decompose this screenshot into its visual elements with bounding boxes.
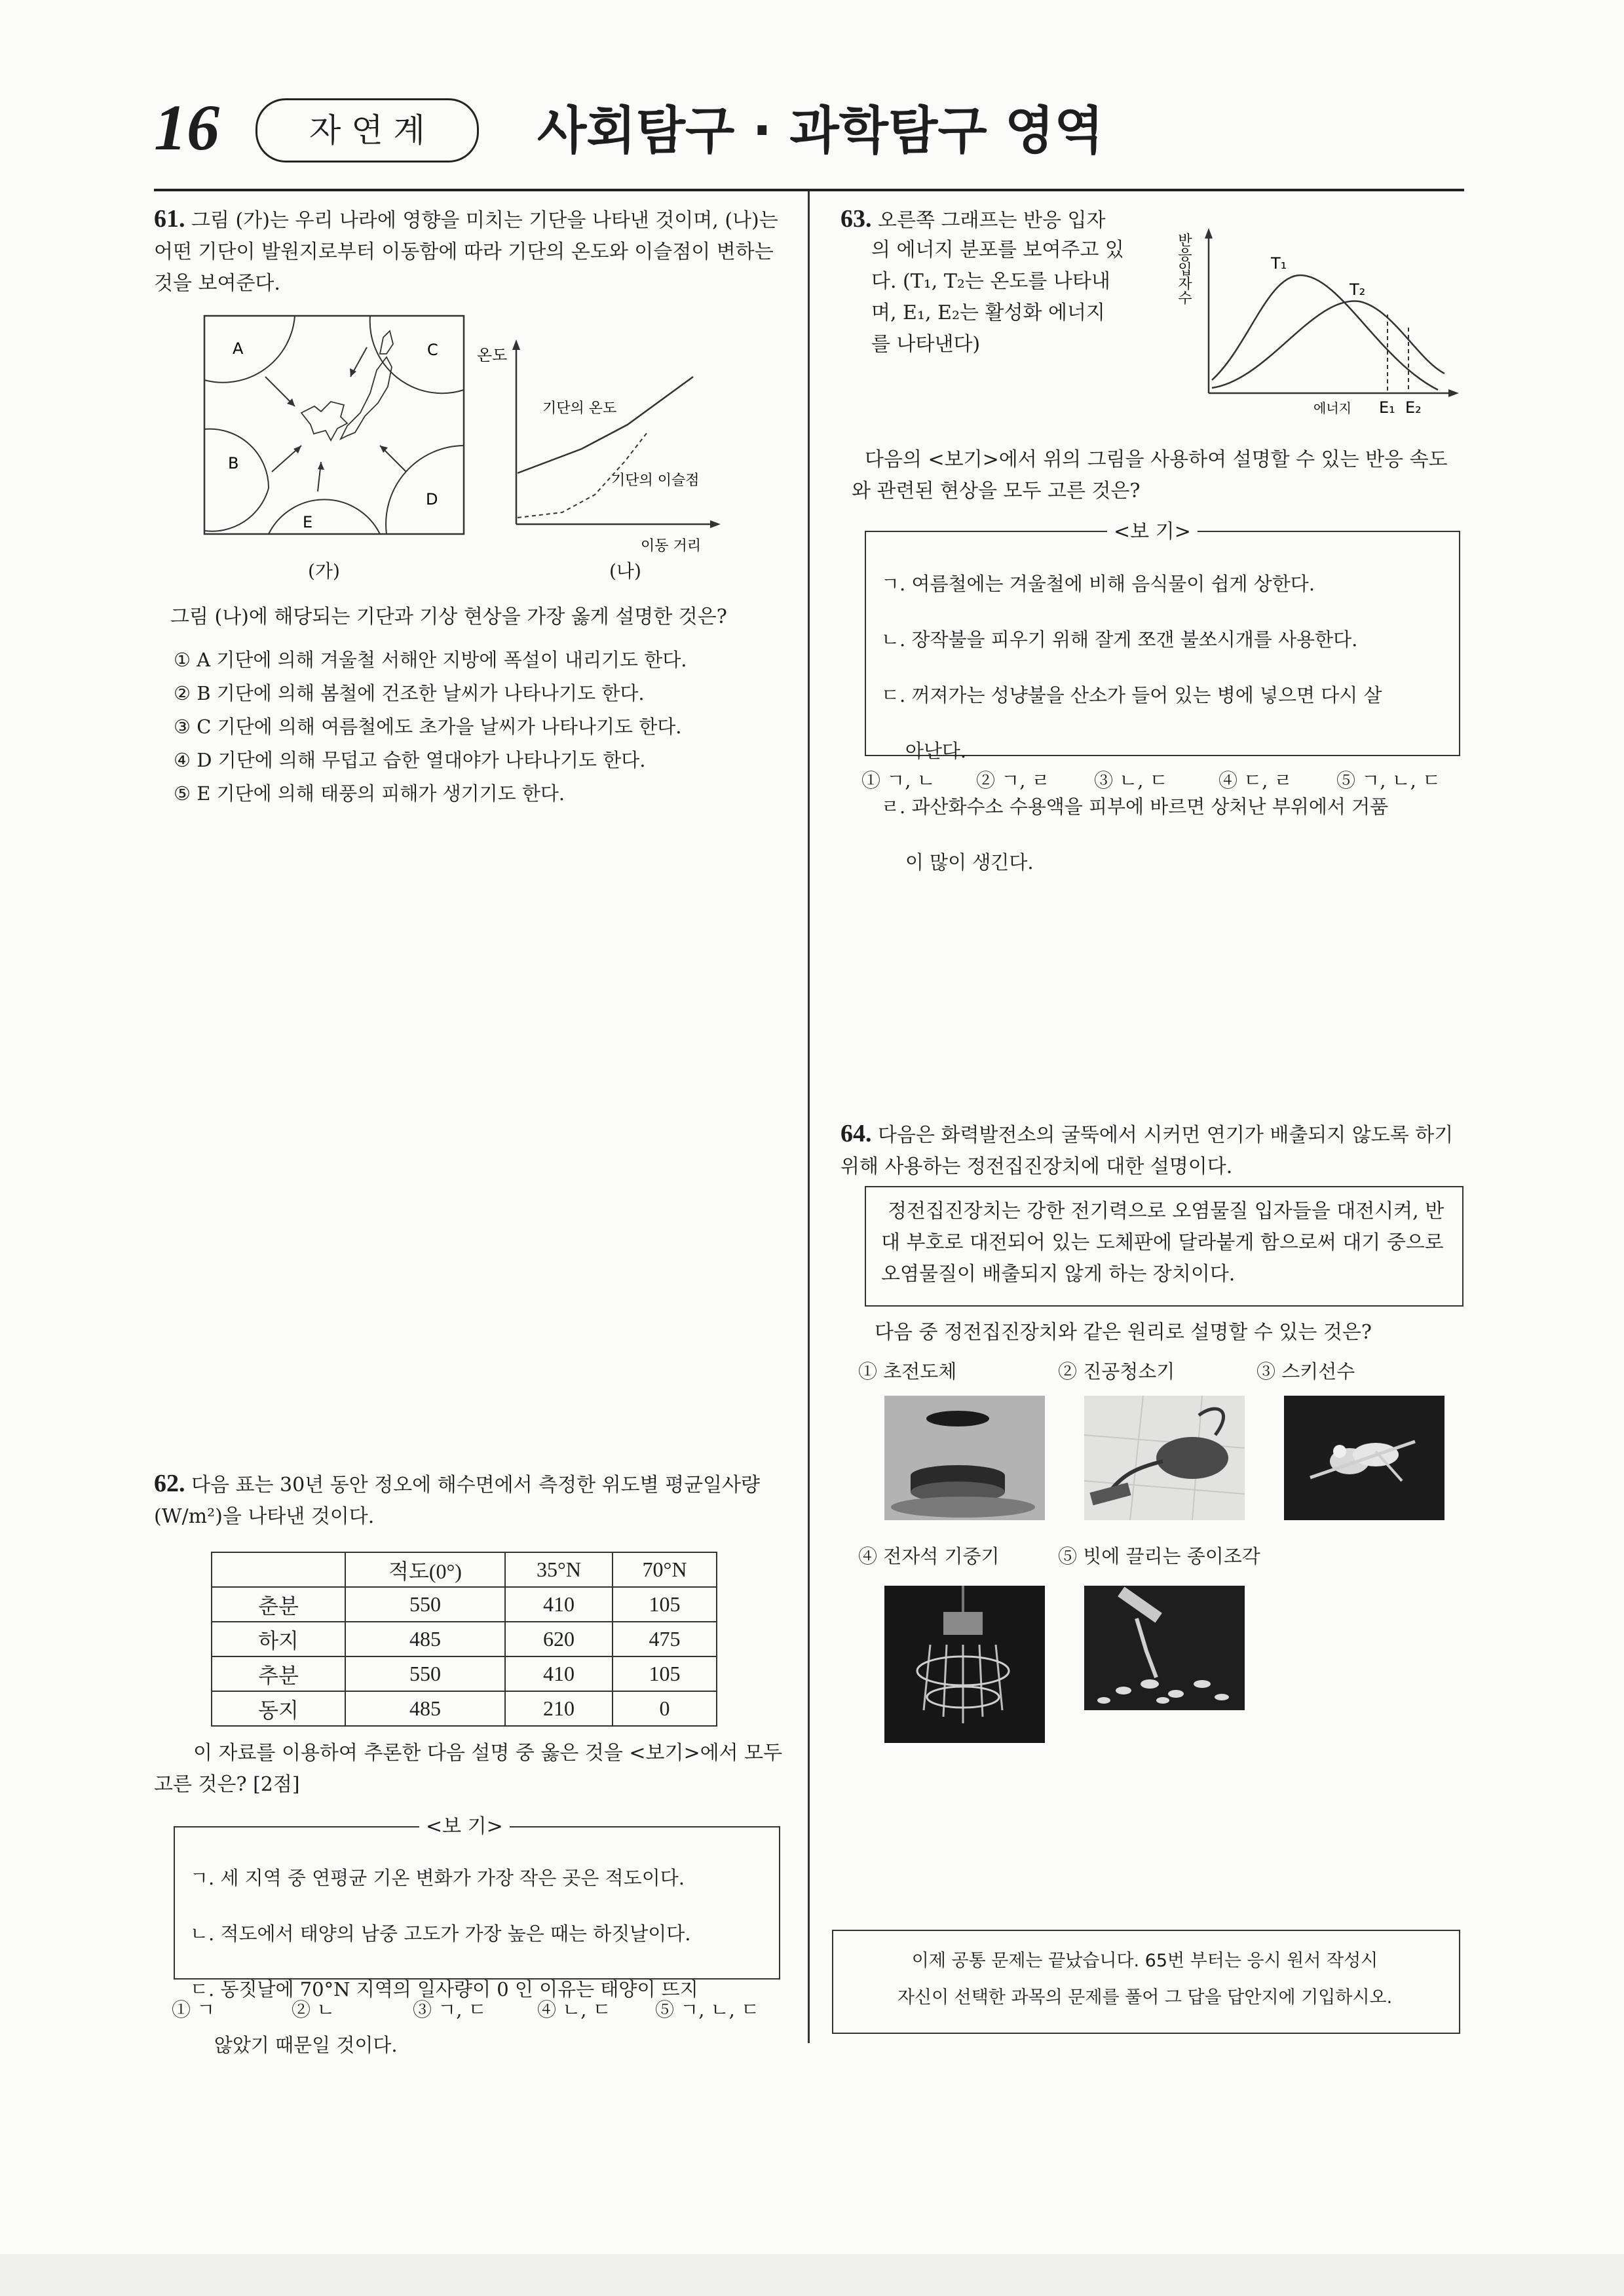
table-cell: 620 (505, 1622, 613, 1656)
q61-choice-1[interactable]: ① A 기단에 의해 겨울철 서해안 지방에 폭설이 내리기도 한다. (174, 649, 687, 671)
q63-block (840, 203, 1181, 237)
q61-choice-5[interactable]: ⑤ E 기단에 의해 태풍의 피해가 생기기도 한다. (174, 782, 565, 805)
q63-bogi-item: ㄴ. 장작불을 피우기 위해 잘게 쪼갠 불쏘시개를 사용한다. (881, 628, 1358, 651)
page-number: 16 (154, 91, 219, 164)
column-divider (808, 191, 810, 2043)
q62-choice-2[interactable]: ② ㄴ (292, 1999, 335, 2021)
q63-bogi-item: ㄱ. 여름철에는 겨울철에 비해 음식물이 쉽게 상한다. (881, 573, 1315, 595)
table-cell: 475 (613, 1622, 717, 1656)
table-cell-season: 동지 (212, 1691, 345, 1726)
q64-choice-2[interactable]: ② 진공청소기 (1058, 1360, 1175, 1383)
category-badge (255, 98, 479, 163)
table-cell: 410 (505, 1587, 613, 1622)
table-header-cell: 적도(0°) (345, 1552, 505, 1587)
table-cell: 105 (613, 1587, 717, 1622)
map-label-a: A (233, 339, 244, 358)
table-cell: 210 (505, 1691, 613, 1726)
q62-block (154, 1468, 783, 1533)
table-header-cell: 35°N (505, 1552, 613, 1587)
notice-line: 이제 공통 문제는 끝났습니다. 65번 부터는 응시 원서 작성시 (911, 1951, 1378, 1971)
q63-stem-line: 의 에너지 분포를 보여주고 있 (871, 239, 1124, 261)
q64-choice-5[interactable]: ⑤ 빗에 끌리는 종이조각 (1058, 1545, 1260, 1567)
q62-bogi-item: 않았기 때문일 것이다. (190, 2034, 398, 2056)
q61-temperature-graph (477, 328, 739, 570)
q63-stem-line: 다. (T₁, T₂는 온도를 나타내 (871, 270, 1110, 293)
table-cell: 550 (345, 1587, 505, 1622)
q64-block (840, 1118, 1469, 1183)
q61-choice-3[interactable]: ③ C 기단에 의해 여름철에도 초가을 날씨가 나타나기도 한다. (174, 716, 682, 738)
q64-choice-4[interactable]: ④ 전자석 기중기 (858, 1545, 1000, 1567)
table-cell: 0 (613, 1691, 717, 1726)
q63-energy-distribution-graph (1175, 216, 1464, 432)
table-cell: 485 (345, 1622, 505, 1656)
q62-bogi-item: ㄴ. 적도에서 태양의 남중 고도가 가장 높은 때는 하짓날이다. (190, 1923, 691, 1945)
category-label: 자 연 계 (309, 111, 425, 149)
table-header-row (212, 1552, 717, 1587)
q63-choice-1[interactable]: ① ㄱ, ㄴ (861, 769, 935, 792)
table-cell: 485 (345, 1691, 505, 1726)
q63-stem-line: 오른쪽 그래프는 반응 입자 (878, 209, 1106, 232)
q63-question: 다음의 <보기>에서 위의 그림을 사용하여 설명할 수 있는 반응 속도와 관련된 현상을 모두 고른 것은? (852, 448, 1448, 503)
table-header-cell: 70°N (613, 1552, 717, 1587)
q63-graph-ylabel: 반응입자수 (1175, 233, 1192, 305)
table-row (212, 1691, 717, 1726)
vacuum-cleaner-photo (1084, 1396, 1245, 1520)
q62-choice-3[interactable]: ③ ㄱ, ㄷ (413, 1999, 487, 2021)
q63-choice-4[interactable]: ④ ㄷ, ㄹ (1218, 769, 1293, 792)
q63-graph-t1: T₁ (1271, 254, 1287, 273)
q63-bogi-list (881, 544, 1388, 890)
q62-bogi-list (190, 1838, 698, 2073)
table-cell-season: 하지 (212, 1622, 345, 1656)
table-cell: 105 (613, 1656, 717, 1691)
q62-bogi-title: <보 기> (419, 1810, 510, 1839)
q63-graph-e1: E₁ (1379, 398, 1395, 417)
q62-bogi-item: ㄷ. 동짓날에 70°N 지역의 일사량이 0 인 이유는 태양이 뜨지 (190, 1978, 698, 2000)
q62-choice-4[interactable]: ④ ㄴ, ㄷ (537, 1999, 611, 2021)
q62-bogi-item: ㄱ. 세 지역 중 연평균 기온 변화가 가장 작은 곳은 적도이다. (190, 1867, 685, 1889)
q63-graph-xlabel: 에너지 (1313, 400, 1351, 416)
q63-stem-cont (871, 235, 1186, 360)
q63-bogi-item: 이 많이 생긴다. (881, 851, 1034, 873)
q63-stem-line: 를 나타낸다) (871, 333, 981, 356)
q61-question: 그림 (나)에 해당되는 기단과 기상 현상을 가장 옳게 설명한 것은? (170, 605, 727, 628)
q61-map-caption: (가) (308, 560, 340, 582)
q61-number: 61. (154, 205, 185, 233)
q62-choice-5[interactable]: ⑤ ㄱ, ㄴ, ㄷ (655, 1999, 760, 2021)
q61-choices (174, 643, 687, 811)
q64-number: 64. (840, 1120, 872, 1147)
q63-number: 63. (840, 205, 872, 233)
q62-insolation-table (211, 1552, 717, 1727)
q62-choice-1[interactable]: ① ㄱ (172, 1999, 216, 2021)
q64-choice-3[interactable]: ③ 스키선수 (1256, 1360, 1355, 1383)
table-row (212, 1656, 717, 1691)
q64-question: 다음 중 정전집진장치와 같은 원리로 설명할 수 있는 것은? (875, 1321, 1372, 1344)
q62-question: 이 자료를 이용하여 추론한 다음 설명 중 옳은 것을 <보기>에서 모두 고른 것은? [2점] (154, 1742, 783, 1796)
table-cell: 550 (345, 1656, 505, 1691)
q61-graph-caption: (나) (609, 560, 641, 582)
notice-text (832, 1943, 1458, 2016)
table-cell-season: 춘분 (212, 1587, 345, 1622)
notice-line: 자신이 선택한 과목의 문제를 풀어 그 답을 답안지에 기입하시오. (897, 1987, 1393, 2008)
superconductor-photo (884, 1396, 1045, 1520)
section-title: 사회탐구 · 과학탐구 영역 (537, 102, 1104, 161)
table-cell-season: 추분 (212, 1656, 345, 1691)
table-row (212, 1622, 717, 1656)
q63-choice-3[interactable]: ③ ㄴ, ㄷ (1094, 769, 1168, 792)
table-header-cell (212, 1552, 345, 1587)
q63-stem-line: 며, E₁, E₂는 활성화 에너지 (871, 301, 1105, 324)
q61-graph-ylabel: 온도 (477, 346, 508, 364)
table-cell: 410 (505, 1656, 613, 1691)
ski-jumper-photo (1284, 1396, 1445, 1520)
table-row (212, 1587, 717, 1622)
q63-bogi-title: <보 기> (1107, 515, 1198, 544)
q61-graph-xlabel: 이동 거리 (641, 538, 702, 554)
q61-graph-line1: 기단의 온도 (542, 400, 617, 417)
q63-graph-t2: T₂ (1350, 280, 1366, 299)
comb-paper-photo (1084, 1586, 1245, 1710)
q64-description-text: 정전집진장치는 강한 전기력으로 오염물질 입자들을 대전시켜, 반대 부호로 대전되어 있는 도체판에 달라붙게 함으로써 대기 중으로 오염물질이 배출되지 않게 하는 장치이다. (881, 1200, 1445, 1286)
q63-choice-5[interactable]: ⑤ ㄱ, ㄴ, ㄷ (1336, 769, 1441, 792)
q61-choice-4[interactable]: ④ D 기단에 의해 무덥고 습한 열대야가 나타나기도 한다. (174, 749, 646, 771)
q63-graph-e2: E₂ (1405, 398, 1422, 417)
q61-choice-2[interactable]: ② B 기단에 의해 봄철에 건조한 날씨가 나타나기도 한다. (174, 682, 645, 704)
q61-block (154, 203, 783, 299)
q64-choice-1[interactable]: ① 초전도체 (858, 1360, 957, 1383)
q61-air-mass-map (203, 315, 465, 537)
q63-bogi-item: ㄹ. 과산화수소 수용액을 피부에 바르면 상처난 부위에서 거품 (881, 795, 1389, 818)
electromagnet-crane-photo (884, 1586, 1045, 1743)
map-label-c: C (427, 341, 438, 359)
q63-choice-2[interactable]: ② ㄱ, ㄹ (976, 769, 1050, 792)
map-label-d: D (426, 490, 438, 508)
q63-bogi-item: 아난다. (881, 740, 967, 762)
map-label-e: E (303, 513, 313, 531)
q64-stem: 다음은 화력발전소의 굴뚝에서 시커먼 연기가 배출되지 않도록 하기 위해 사용하는 정전집진장치에 대한 설명이다. (840, 1124, 1454, 1178)
q62-number: 62. (154, 1470, 185, 1497)
q63-bogi-item: ㄷ. 꺼져가는 성냥불을 산소가 들어 있는 병에 넣으면 다시 살 (881, 684, 1382, 706)
map-label-b: B (228, 454, 239, 472)
q61-stem: 그림 (가)는 우리 나라에 영향을 미치는 기단을 나타낸 것이며, (나)는 어떤 기단이 발원지로부터 이동함에 따라 기단의 온도와 이슬점이 변하는 것을 보여준다. (154, 209, 778, 295)
q62-stem: 다음 표는 30년 동안 정오에 해수면에서 측정한 위도별 평균일사량(W/m²)을 나타낸 것이다. (154, 1474, 760, 1528)
q61-graph-line2: 기단의 이슬점 (611, 472, 700, 489)
page-bottom-edge (0, 2254, 1624, 2296)
